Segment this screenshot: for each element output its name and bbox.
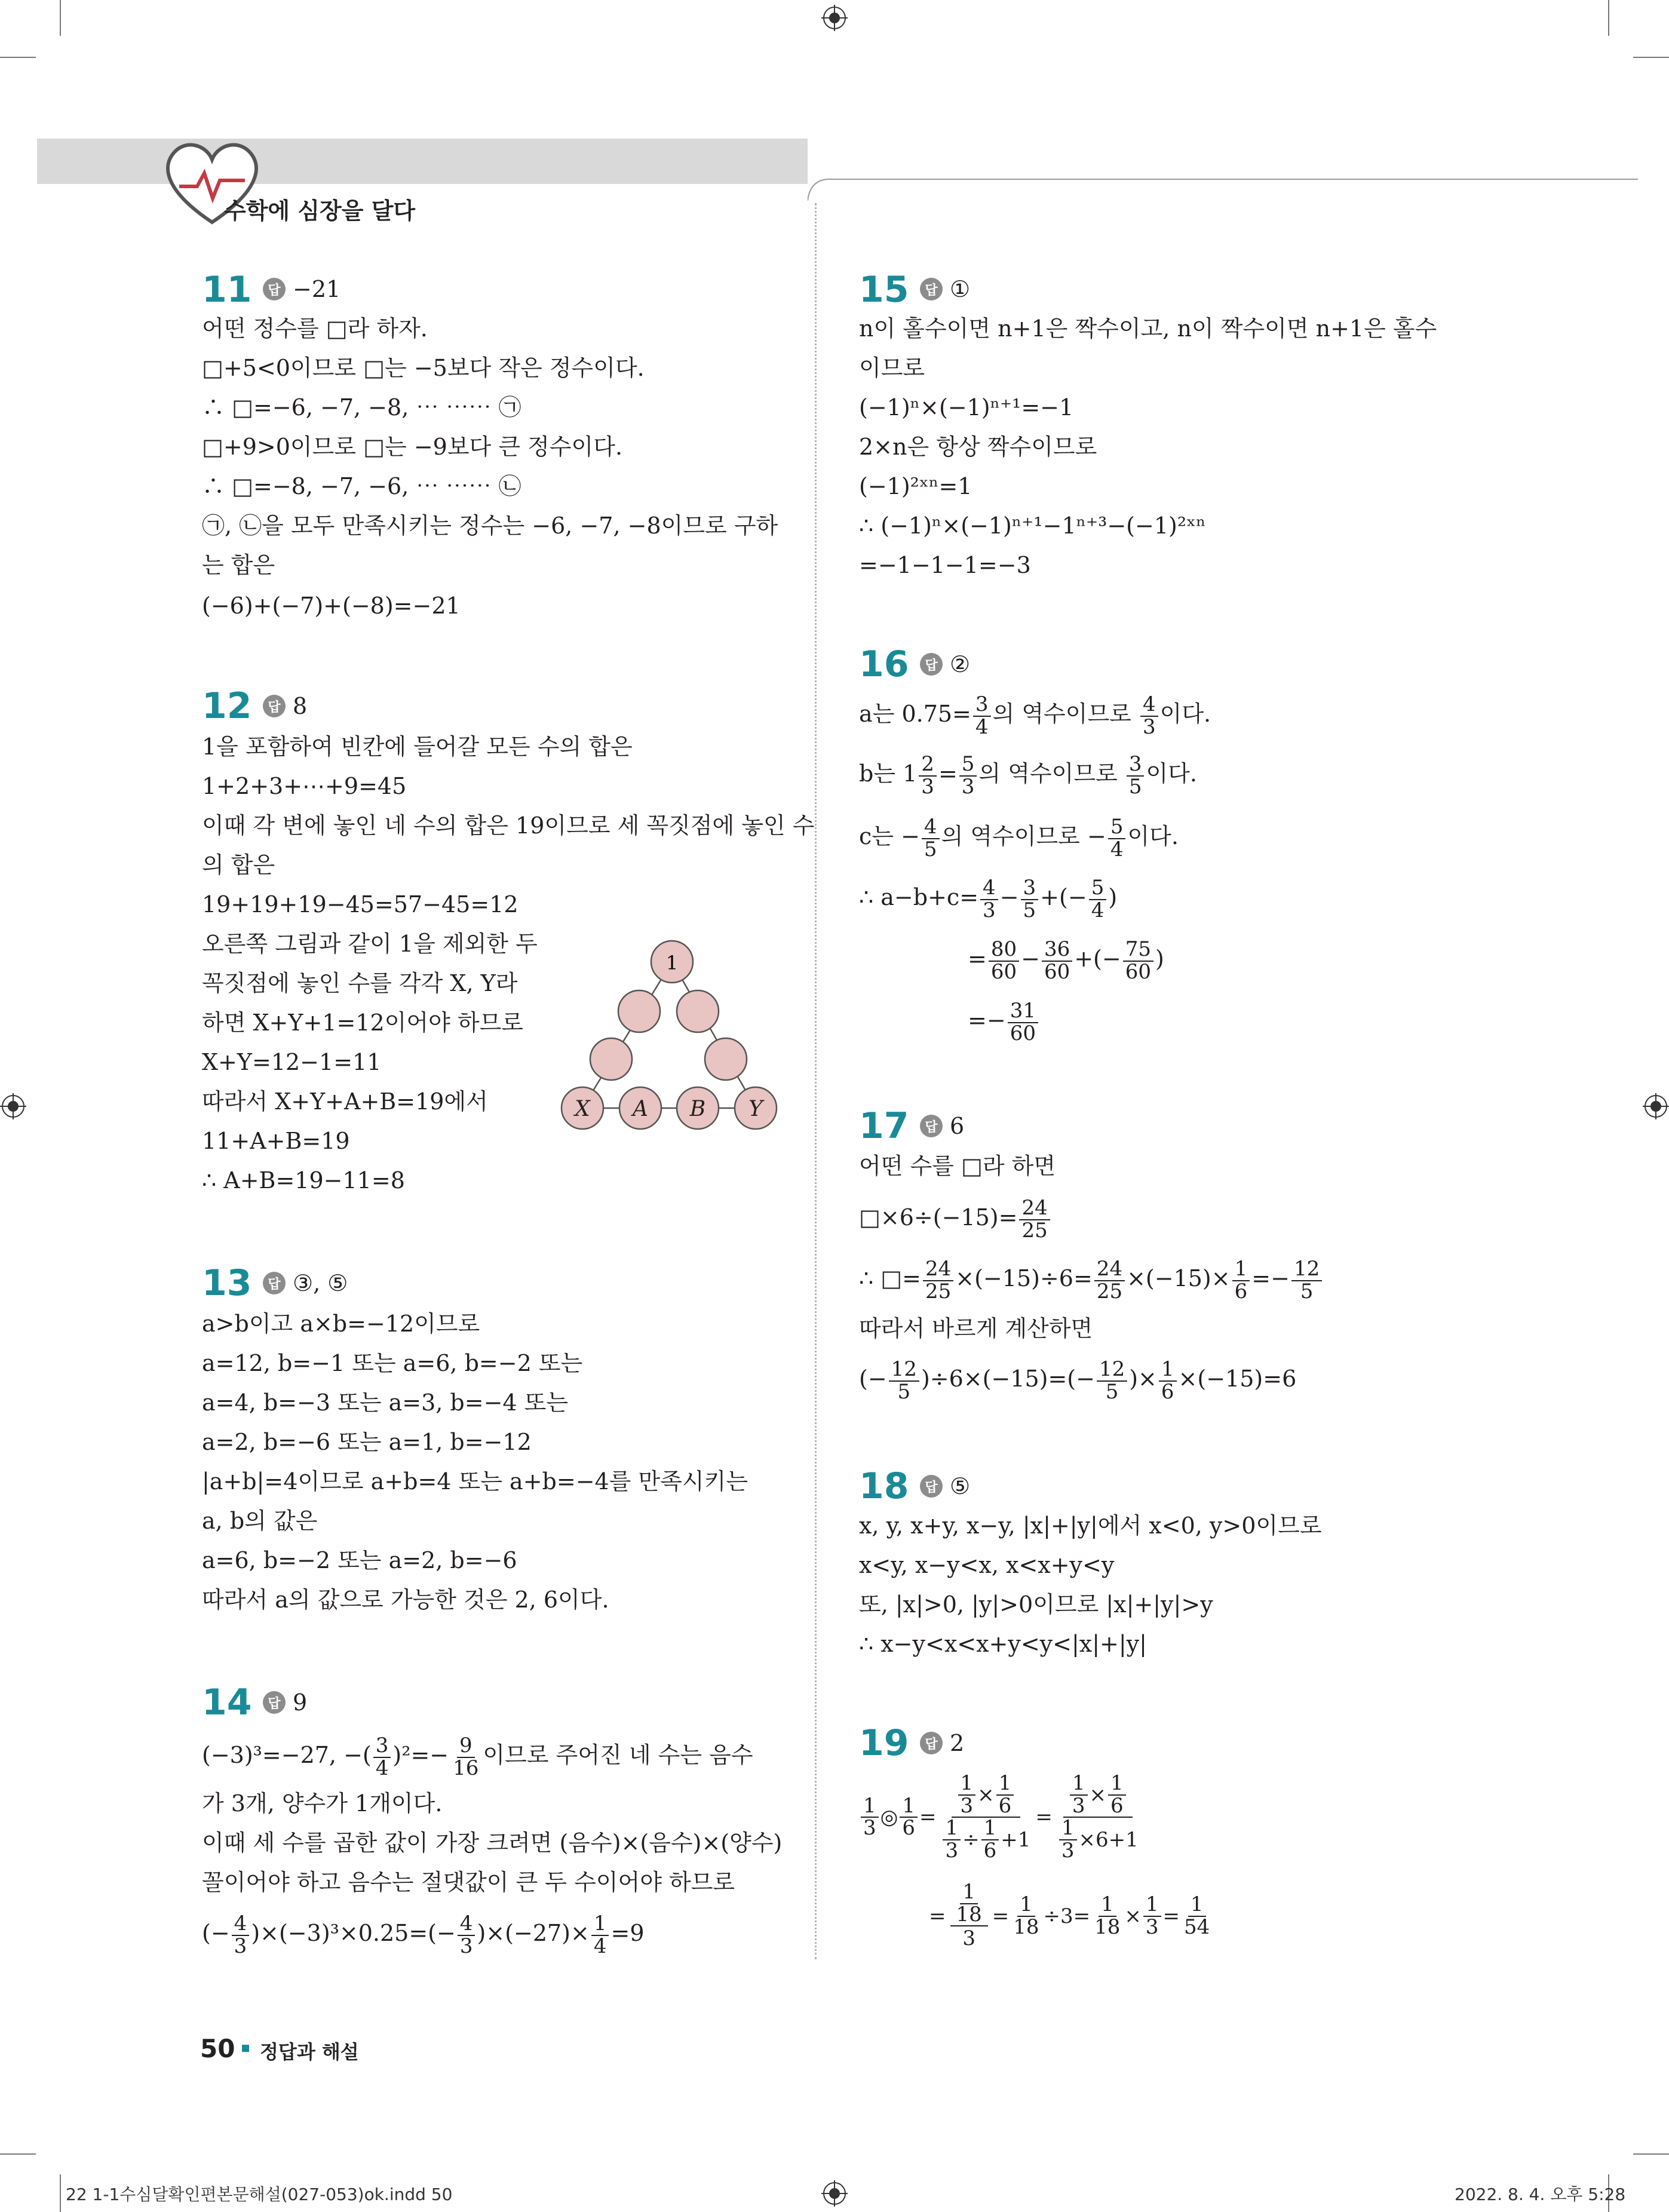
crop-mark xyxy=(1633,2153,1669,2155)
answer-label xyxy=(920,1113,964,1139)
solution-line: ∴ a−b+c= $\frac{4}{3}$ − $\frac{3}{5}$ +(− $\frac{5}{4}$ ) xyxy=(859,875,1118,922)
solution-line: x, y, x+y, x−y, |x|+|y|에서 x<0, y>0이므로 xyxy=(859,1512,1322,1539)
fraction: $\frac{9}{16}$ xyxy=(453,1733,479,1780)
fraction: $\frac{12}{5}$ xyxy=(1291,1259,1322,1302)
fraction: $\frac{1}{18}$ xyxy=(1094,1892,1121,1939)
diagram-node xyxy=(590,1038,632,1080)
diagram-node xyxy=(618,990,660,1032)
fraction: $\frac{1}{6}$ xyxy=(981,1818,999,1861)
node-label: 1 xyxy=(665,952,679,974)
solution-line: ∴ □= $\frac{24}{25}$ ×(−15)÷6= $\frac{24}{25}$ ×(−15)× $\frac{1}{6}$ =− $\frac{12}{5}$ xyxy=(859,1254,1324,1302)
question-number: 16 xyxy=(859,643,909,685)
answer-label xyxy=(263,1270,348,1296)
solution-line: |a+b|=4이므로 a+b=4 또는 a+b=−4를 만족시키는 xyxy=(202,1468,748,1495)
triangle-diagram xyxy=(553,932,780,1135)
fraction: $\frac{31}{60}$ xyxy=(1008,1001,1038,1044)
registration-mark-icon xyxy=(821,2180,848,2207)
solution-line: a>b이고 a×b=−12이므로 xyxy=(202,1311,480,1337)
solution-line: = $\frac{80}{60}$ − $\frac{36}{60}$ +(− $\frac{75}{60}$ ) xyxy=(968,937,1164,984)
crop-mark xyxy=(1633,57,1669,58)
solution-line: (−6)+(−7)+(−8)=−21 xyxy=(202,593,461,619)
fraction: $\frac{80}{60}$ xyxy=(989,939,1019,983)
question-number: 19 xyxy=(859,1722,909,1764)
node-label: Y xyxy=(748,1097,763,1121)
answer-badge-icon: 답 xyxy=(920,278,943,300)
fraction: $\frac{1}{6}$ xyxy=(1159,1359,1177,1403)
solution-line: (−1)ⁿ×(−1)ⁿ⁺¹=−1 xyxy=(859,394,1074,421)
solution-line: ∴ (−1)ⁿ×(−1)ⁿ⁺¹−1ⁿ⁺³−(−1)²ˣⁿ xyxy=(859,513,1206,539)
solution-line: a=12, b=−1 또는 a=6, b=−2 또는 xyxy=(202,1350,583,1376)
fraction: $\frac{1}{4}$ xyxy=(591,1913,609,1957)
fraction: $\frac{1}{6}$ xyxy=(1232,1259,1250,1302)
complex-fraction: $\frac{\frac{1}{18}}{3}$ xyxy=(949,1882,990,1950)
fraction: $\frac{1}{6}$ xyxy=(996,1773,1014,1817)
fraction: $\frac{4}{3}$ xyxy=(1140,694,1158,738)
fraction: $\frac{1}{6}$ xyxy=(900,1796,918,1839)
solution-line: x<y, x−y<x, x<x+y<y xyxy=(859,1552,1115,1578)
answer-value: 2 xyxy=(950,1730,965,1756)
answer-badge-icon: 답 xyxy=(920,1475,943,1498)
solution-line: ∴ A+B=19−11=8 xyxy=(202,1167,405,1194)
fraction: $\frac{12}{5}$ xyxy=(1097,1359,1127,1403)
solution-line: 어떤 정수를 □라 하자. xyxy=(202,315,428,342)
fraction: $\frac{3}{4}$ xyxy=(373,1735,391,1779)
answer-value: −21 xyxy=(293,276,341,302)
solution-line: 이때 각 변에 놓인 네 수의 합은 19이므로 세 꼭짓점에 놓인 수 xyxy=(202,812,815,839)
question-number: 13 xyxy=(202,1262,252,1304)
solution-line: X+Y=12−1=11 xyxy=(202,1049,382,1075)
solution-line: ㉠, ㉡을 모두 만족시키는 정수는 −6, −7, −8이므로 구하 xyxy=(202,513,778,539)
solution-line: 가 3개, 양수가 1개이다. xyxy=(202,1790,443,1817)
solution-line: (−1)²ˣⁿ=1 xyxy=(859,473,972,499)
solution-line: □×6÷(−15)= $\frac{24}{25}$ xyxy=(859,1194,1052,1241)
answer-label xyxy=(263,1689,307,1716)
header-tab xyxy=(37,139,808,184)
solution-line: 이때 세 수를 곱한 값이 가장 크려면 (음수)×(음수)×(양수) xyxy=(202,1830,783,1856)
solution-line: =− $\frac{31}{60}$ xyxy=(968,996,1040,1044)
solution-line: 하면 X+Y+1=12이어야 하므로 xyxy=(202,1010,524,1036)
answer-badge-icon: 답 xyxy=(263,278,286,300)
solution-line: = $\frac{\frac{1}{18}}{3}$ = $\frac{1}{18}$ ÷3= $\frac{1}{18}$ × $\frac{1}{3}$ = $\frac{1}{54}$ xyxy=(929,1882,1214,1950)
solution-line: b는 1 $\frac{2}{3}$ = $\frac{5}{3}$ 의 역수이므로 $\frac{3}{5}$ 이다. xyxy=(859,751,1197,799)
solution-line: =−1−1−1=−3 xyxy=(859,552,1031,578)
answer-badge-icon: 답 xyxy=(920,653,943,676)
solution-line: c는 − $\frac{4}{5}$ 의 역수이므로 − $\frac{5}{4}$ 이다. xyxy=(859,814,1179,861)
answer-badge-icon: 답 xyxy=(920,1732,943,1754)
solution-line: 따라서 a의 값으로 가능한 것은 2, 6이다. xyxy=(202,1587,609,1613)
fraction: $\frac{3}{5}$ xyxy=(1127,754,1145,797)
fraction: $\frac{3}{5}$ xyxy=(1021,878,1039,921)
file-name: 22 1-1수심달확인편본문해설(027-053)ok.indd 50 xyxy=(66,2185,453,2204)
question-number: 18 xyxy=(859,1465,909,1507)
solution-line: 어떤 수를 □라 하면 xyxy=(859,1153,1056,1179)
node-label: X xyxy=(575,1097,590,1121)
solution-line: a, b의 값은 xyxy=(202,1508,318,1534)
registration-mark-icon xyxy=(821,5,848,31)
solution-line: 1+2+3+⋯+9=45 xyxy=(202,773,407,799)
solution-line: □+9>0이므로 □는 −9보다 큰 정수이다. xyxy=(202,434,623,460)
answer-value: 6 xyxy=(950,1113,965,1139)
answer-badge-icon: 답 xyxy=(920,1115,943,1137)
column-divider xyxy=(815,203,817,1959)
fraction: $\frac{2}{3}$ xyxy=(919,754,937,797)
answer-label xyxy=(263,693,307,719)
answer-value: 9 xyxy=(293,1689,308,1716)
complex-fraction: $\frac{1}{3}$ × $\frac{1}{6}$ $\frac{1}{3}$ ÷ $\frac{1}{6}$ +1 xyxy=(936,1773,1035,1862)
answer-label xyxy=(920,651,970,677)
complex-fraction: $\frac{1}{3}$ × $\frac{1}{6}$ $\frac{1}{3}$ ×6+1 xyxy=(1053,1773,1143,1862)
answer-value: ① xyxy=(950,276,971,302)
solution-line: 2×n은 항상 짝수이므로 xyxy=(859,434,1097,460)
solution-line: 꼴이어야 하고 음수는 절댓값이 큰 두 수이어야 하므로 xyxy=(202,1869,735,1895)
fraction: $\frac{1}{3}$ xyxy=(1059,1818,1077,1861)
fraction: $\frac{75}{60}$ xyxy=(1123,939,1153,983)
answer-label xyxy=(920,1473,970,1499)
answer-value: ③, ⑤ xyxy=(293,1270,348,1296)
solution-line: 따라서 X+Y+A+B=19에서 xyxy=(202,1088,488,1115)
registration-mark-icon xyxy=(0,1093,26,1119)
answer-value: ⑤ xyxy=(950,1473,971,1499)
fraction: $\frac{24}{25}$ xyxy=(1094,1259,1125,1302)
crop-mark xyxy=(0,57,36,58)
solution-line: a=4, b=−3 또는 a=3, b=−4 또는 xyxy=(202,1389,569,1416)
fraction: $\frac{1}{3}$ xyxy=(958,1773,976,1817)
fraction: $\frac{4}{3}$ xyxy=(980,878,998,921)
solution-line: 11+A+B=19 xyxy=(202,1128,350,1154)
fraction: $\frac{4}{3}$ xyxy=(232,1913,250,1957)
fraction: $\frac{1}{3}$ xyxy=(1070,1773,1088,1817)
solution-line: 꼭짓점에 놓인 수를 각각 X, Y라 xyxy=(202,970,518,996)
solution-line: ∴ x−y<x<x+y<y<|x|+|y| xyxy=(859,1631,1147,1657)
section-title: 정답과 해설 xyxy=(260,2041,359,2063)
fraction: $\frac{12}{5}$ xyxy=(889,1359,919,1403)
fraction: $\frac{36}{60}$ xyxy=(1042,939,1072,983)
solution-line: 는 합은 xyxy=(202,552,275,578)
fraction: $\frac{4}{5}$ xyxy=(922,817,940,860)
answer-label xyxy=(920,276,970,302)
fraction: $\frac{1}{3}$ xyxy=(1143,1894,1161,1938)
bullet-icon xyxy=(242,2045,249,2052)
fraction: $\frac{1}{3}$ xyxy=(861,1796,879,1839)
solution-line: 19+19+19−45=57−45=12 xyxy=(202,891,519,918)
fraction: $\frac{5}{4}$ xyxy=(1089,878,1107,921)
answer-badge-icon: 답 xyxy=(263,1691,286,1714)
solution-line: 또, |x|>0, |y|>0이므로 |x|+|y|>y xyxy=(859,1591,1213,1618)
solution-line: (− $\frac{12}{5}$ )÷6×(−15)=(− $\frac{12}{5}$ )× $\frac{1}{6}$ ×(−15)=6 xyxy=(859,1357,1297,1404)
crop-mark xyxy=(1608,0,1609,36)
registration-mark-icon xyxy=(1643,1093,1669,1119)
crop-mark xyxy=(60,2174,61,2212)
fraction: $\frac{1}{54}$ xyxy=(1184,1892,1210,1939)
answer-value: ② xyxy=(950,651,971,677)
question-number: 17 xyxy=(859,1105,909,1147)
solution-line: 따라서 바르게 계산하면 xyxy=(859,1315,1093,1342)
page-number: 50 xyxy=(200,2034,235,2063)
question-number: 14 xyxy=(202,1682,252,1723)
solution-line: 이므로 xyxy=(859,355,925,381)
solution-line: a는 0.75= $\frac{3}{4}$ 의 역수이므로 $\frac{4}{3}$ 이다. xyxy=(859,692,1211,739)
fraction: $\frac{24}{25}$ xyxy=(1019,1198,1050,1241)
solution-line: 의 합은 xyxy=(202,852,275,878)
question-number: 15 xyxy=(859,269,909,311)
solution-line: ∴ □=−8, −7, −6, ⋯ ⋯⋯ ㉡ xyxy=(202,473,521,499)
fraction: $\frac{1}{6}$ xyxy=(1108,1773,1126,1817)
crop-mark xyxy=(0,2153,36,2155)
answer-label xyxy=(263,276,340,302)
fraction: $\frac{3}{4}$ xyxy=(973,694,991,738)
fraction: $\frac{1}{18}$ xyxy=(1013,1892,1039,1939)
fraction: $\frac{5}{3}$ xyxy=(959,754,977,797)
solution-line: a=6, b=−2 또는 a=2, b=−6 xyxy=(202,1547,517,1573)
answer-badge-icon: 답 xyxy=(263,695,286,717)
answer-badge-icon: 답 xyxy=(263,1272,286,1294)
diagram-node xyxy=(705,1038,747,1080)
print-timestamp: 2022. 8. 4. 오후 5:28 xyxy=(1455,2185,1626,2204)
node-label: B xyxy=(689,1097,706,1121)
fraction: $\frac{24}{25}$ xyxy=(923,1259,953,1302)
question-number: 12 xyxy=(202,685,252,727)
crop-mark xyxy=(60,0,61,36)
node-label: A xyxy=(633,1097,648,1121)
solution-line: □+5<0이므로 □는 −5보다 작은 정수이다. xyxy=(202,355,645,381)
solution-line: 1을 포함하여 빈칸에 들어갈 모든 수의 합은 xyxy=(202,734,633,760)
solution-line: $\frac{1}{3}$ ◎ $\frac{1}{6}$ = $\frac{1}{3}$ × $\frac{1}{6}$ $\frac{1}{3}$ ÷ $\frac{1}{6}$ +1 = $\frac{1}{3}$ × $\frac{1}{6}$ $\frac{1}{3}$ ×6+1 xyxy=(859,1773,1143,1862)
solution-line: (− $\frac{4}{3}$ )×(−3)³×0.25=(− $\frac{4}{3}$ )×(−27)× $\frac{1}{4}$ =9 xyxy=(202,1911,645,1958)
diagram-node xyxy=(677,990,719,1032)
header-rule xyxy=(808,178,1638,202)
fraction: $\frac{4}{3}$ xyxy=(458,1913,475,1957)
logo-text: 수학에 심장을 달다 xyxy=(224,198,416,224)
question-number: 11 xyxy=(202,269,252,311)
fraction: $\frac{1}{3}$ xyxy=(943,1818,961,1861)
solution-line: n이 홀수이면 n+1은 짝수이고, n이 짝수이면 n+1은 홀수 xyxy=(859,315,1437,342)
solution-line: a=2, b=−6 또는 a=1, b=−12 xyxy=(202,1429,532,1455)
solution-line: (−3)³=−27, −( $\frac{3}{4}$ )²=− $\frac{9}{16}$ 이므로 주어진 네 수는 음수 xyxy=(202,1733,753,1780)
answer-value: 8 xyxy=(293,693,308,719)
solution-line: 오른쪽 그림과 같이 1을 제외한 두 xyxy=(202,931,538,957)
solution-line: ∴ □=−6, −7, −8, ⋯ ⋯⋯ ㉠ xyxy=(202,394,521,421)
fraction: $\frac{5}{4}$ xyxy=(1108,817,1126,860)
answer-label xyxy=(920,1730,964,1756)
